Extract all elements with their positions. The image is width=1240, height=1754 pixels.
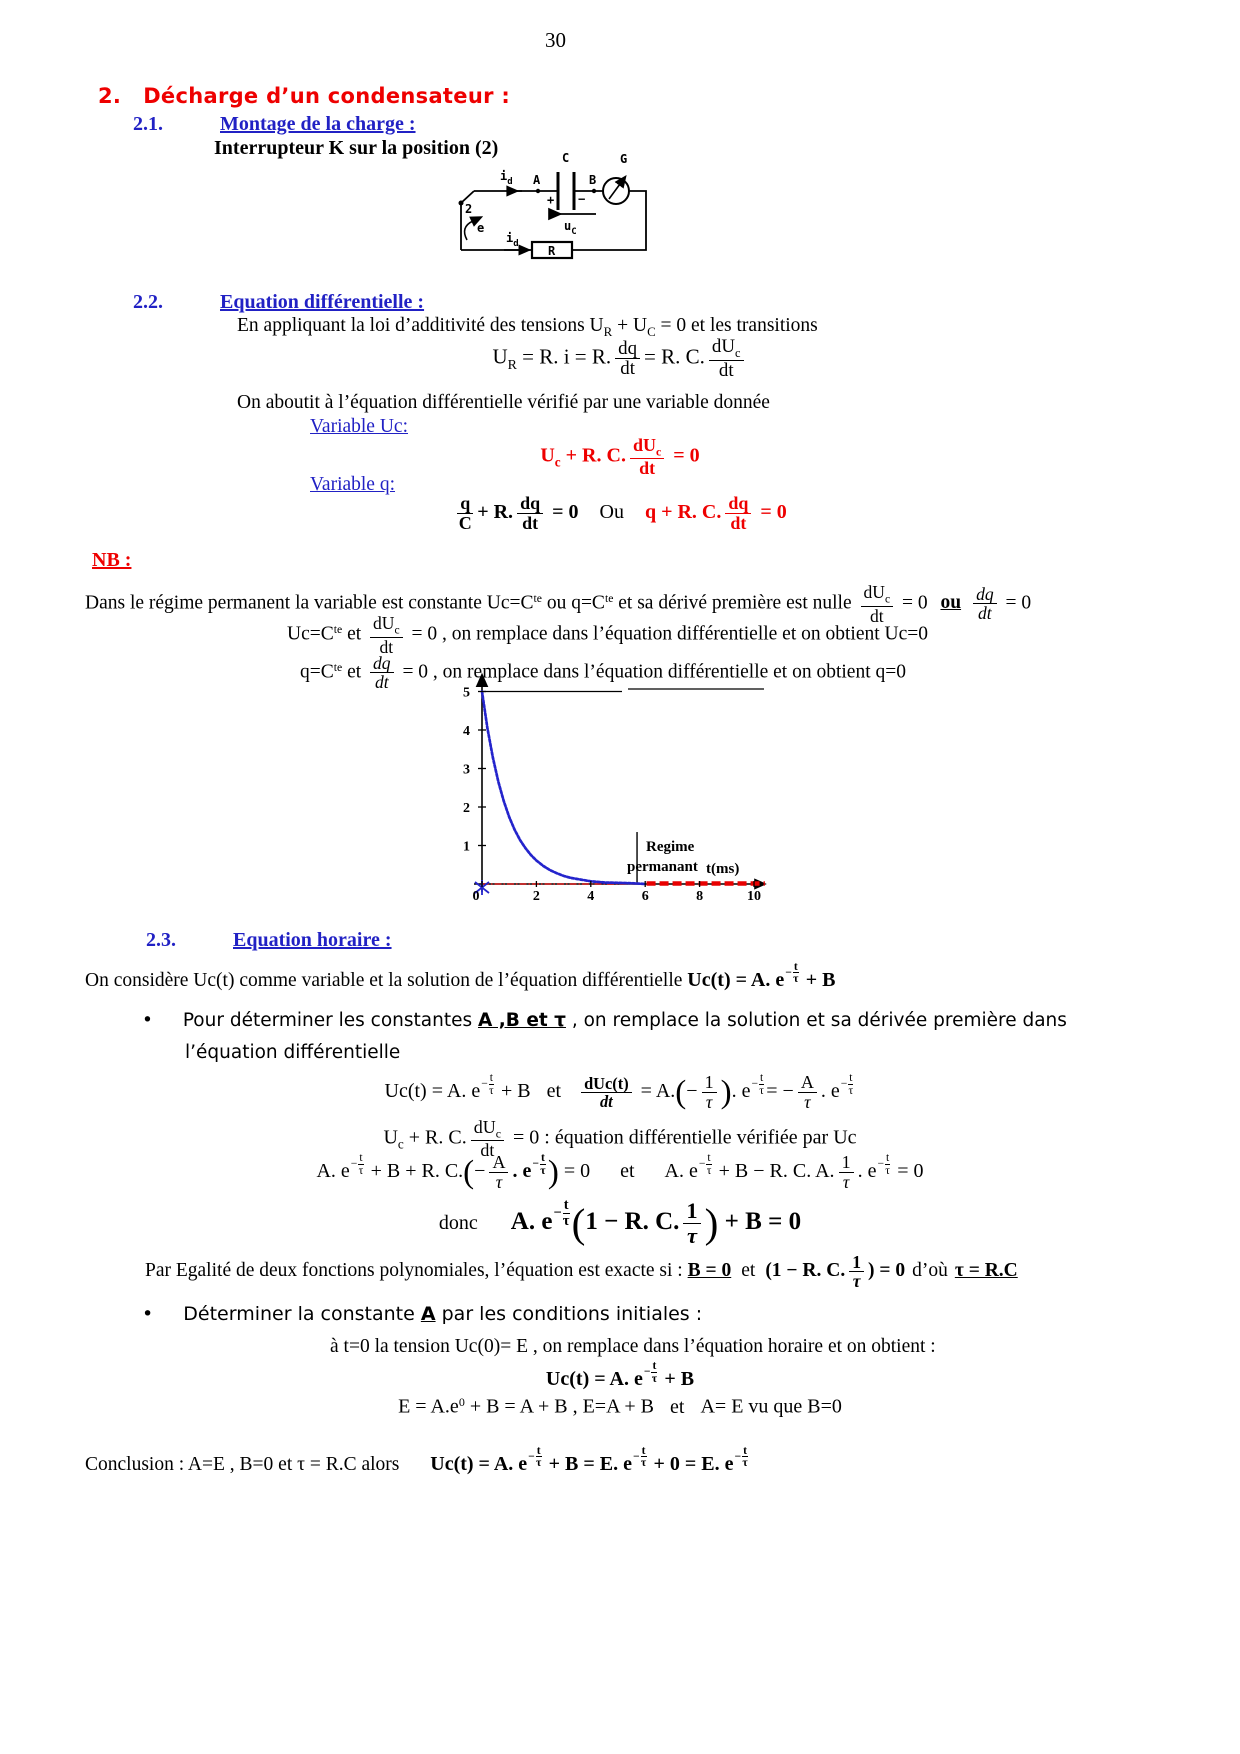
electron-flow-arrow-icon (465, 221, 473, 240)
svg-text:R: R (548, 244, 556, 258)
aboutit-paragraph: On aboutit à l’équation différentielle vérifié par une variable donnée (237, 392, 770, 413)
resistor-symbol (532, 242, 572, 258)
eq-horaire-1: Uc(t) = A. e − $\frac{t}{\tau}$ + B et dUc(t) dt = A.(− $\frac{1}{\tau}$ ). e − $\frac{t}{\tau}$ = − $\frac{A}{\tau}$ . e − $\frac{t}{\tau}$ (384, 1071, 854, 1113)
x-axis-label: t(ms) (706, 861, 740, 877)
s21-heading: 2.1. Montage de la charge : (133, 113, 416, 135)
svg-text:+: + (547, 193, 555, 207)
nb-uc-line: $Uc=C^{te}$ et $dU_c$ dt = 0 , on remplace dans l’équation différentielle et on obtient Uc=0 (287, 612, 929, 657)
s21-subtitle: Interrupteur K sur la position (2) (214, 137, 499, 159)
additivity-paragraph: En appliquant la loi d’additivité des tensions $U_R + U_C = 0$ et les transitions (237, 315, 818, 339)
discharge-chart (420, 670, 770, 902)
switch-node-dot (459, 201, 464, 206)
nb-q-line: $q=C^{te}$ et $\frac{dq}{dt}$ = 0 , on remplace dans l’équation différentielle et on obtient q=0 (300, 653, 907, 693)
svg-text:4: 4 (587, 889, 595, 902)
node-a-dot (536, 189, 540, 193)
circuit-diagram (448, 150, 673, 265)
nb-heading: NB : (92, 549, 132, 571)
initial-conditions-paragraph: à t=0 la tension Uc(0)= E , on remplace dans l’équation horaire et on obtient : (330, 1336, 936, 1357)
svg-text:C: C (562, 151, 570, 165)
current-label-bottom: $i_d$ (506, 231, 519, 249)
bullet-constantes-line1: • Pour déterminer les constantes A ,B et τ , on remplace la solution et sa dérivée première dans (142, 1010, 1067, 1031)
svg-text:G: G (620, 152, 628, 166)
regime-annotation-2: permanant (627, 859, 698, 875)
eq-final-2: $E = A.e^0 + B = A + B$ , E=A + B et A= E vu que B=0 (398, 1395, 842, 1418)
svg-text:10: 10 (747, 889, 761, 902)
current-label-top: $i_d$ (500, 169, 513, 187)
bullet-constante-a: • Déterminer la constante A par les conditions initiales : (142, 1303, 703, 1325)
svg-text:6: 6 (641, 889, 649, 902)
svg-text:2: 2 (463, 801, 470, 816)
conclusion-paragraph: Conclusion : A=E , B=0 et τ = R.C alors Uc(t) = A. e − $\frac{t}{\tau}$ + B = E. e − $\frac{t}{\tau}$ + 0 = E. e − $\frac{t}{\tau}$ (85, 1443, 748, 1475)
svg-text:2: 2 (532, 889, 540, 902)
node-b-dot (592, 189, 596, 193)
eq-ur: $U_R = R$. i = R. $\frac{dq}{dt}$ = R. C. $dU_c$ dt (0, 337, 1240, 381)
eq-q: $\frac{q}{C}$ + R. $\frac{dq}{dt}$ = 0 Ou q + R. C. $\frac{dq}{dt}$ = 0 (458, 493, 787, 533)
svg-text:5: 5 (463, 685, 470, 701)
galvanometer-symbol (603, 152, 629, 204)
uc-decay-curve (482, 692, 645, 885)
bullet-constantes-line2: l’équation différentielle (185, 1042, 401, 1063)
s23-heading: 2.3. Equation horaire : (146, 929, 392, 951)
node-b-label: B (589, 173, 597, 187)
svg-text:0: 0 (472, 889, 480, 902)
variable-uc-label: Variable Uc: (310, 416, 408, 437)
page-number: 30 (545, 28, 566, 52)
uc-label: $u_C$ (564, 219, 577, 237)
eq-horaire-2: $U_c + R$. C. $dU_c$ dt = 0 : équation différentielle vérifiée par Uc (383, 1117, 857, 1161)
eq-horaire-3: A. e − $\frac{t}{\tau}$ + B + R. C.(− $\frac{A}{\tau}$ . e − $\frac{t}{\tau}$ ) = 0 et A. e − $\frac{t}{\tau}$ + B − R. C. A. $\frac{1}{\tau}$ . e − $\frac{t}{\tau}$ = 0 (316, 1151, 924, 1193)
egalite-paragraph: Par Egalité de deux fonctions polynomiales, l’équation est exacte si : B = 0 et (1 − R. C. $\frac{1}{\tau}$ ) = 0 d’où τ = R.C (145, 1251, 1018, 1292)
capacitor-symbol (547, 151, 585, 210)
nb-paragraph: Dans le régime permanent la variable est constante $Uc=C^{te}$ ou $q=C^{te}$ et sa dérivé première est nulle $dU_c$ dt = 0 ou $\frac{dq}{dt}$ = 0 (85, 581, 1032, 626)
svg-text:−: − (578, 192, 586, 206)
node-a-label: A (533, 173, 541, 187)
eq-horaire-donc: donc A. e − $\frac{t}{\tau}$ (1 − R. C. $\frac{1}{\tau}$ ) + B = 0 (438, 1197, 802, 1248)
s23-intro: On considère Uc(t) comme variable et la solution de l’équation différentielle Uc(t) = A. e − $\frac{t}{\tau}$ + B (85, 959, 836, 991)
bullet-icon: • (142, 1010, 153, 1031)
variable-q-label: Variable q: (310, 474, 396, 495)
svg-text:8: 8 (696, 889, 704, 902)
regime-annotation-1: Regime (646, 839, 695, 855)
svg-text:4: 4 (463, 724, 470, 739)
section-title: 2. Décharge d’un condensateur : (98, 84, 511, 108)
eq-uc-red: $U_c + R$. C. $dU_c$ dt = 0 (540, 435, 700, 479)
electron-label: e (477, 221, 485, 235)
switch-pos-label: 2 (465, 202, 473, 216)
svg-text:3: 3 (463, 762, 470, 778)
eq-final-1: Uc(t) = A. e − $\frac{t}{\tau}$ + B (545, 1359, 695, 1391)
svg-text:1: 1 (463, 839, 470, 855)
bullet-icon: • (142, 1303, 154, 1325)
s22-heading: 2.2. Equation différentielle : (133, 291, 425, 313)
